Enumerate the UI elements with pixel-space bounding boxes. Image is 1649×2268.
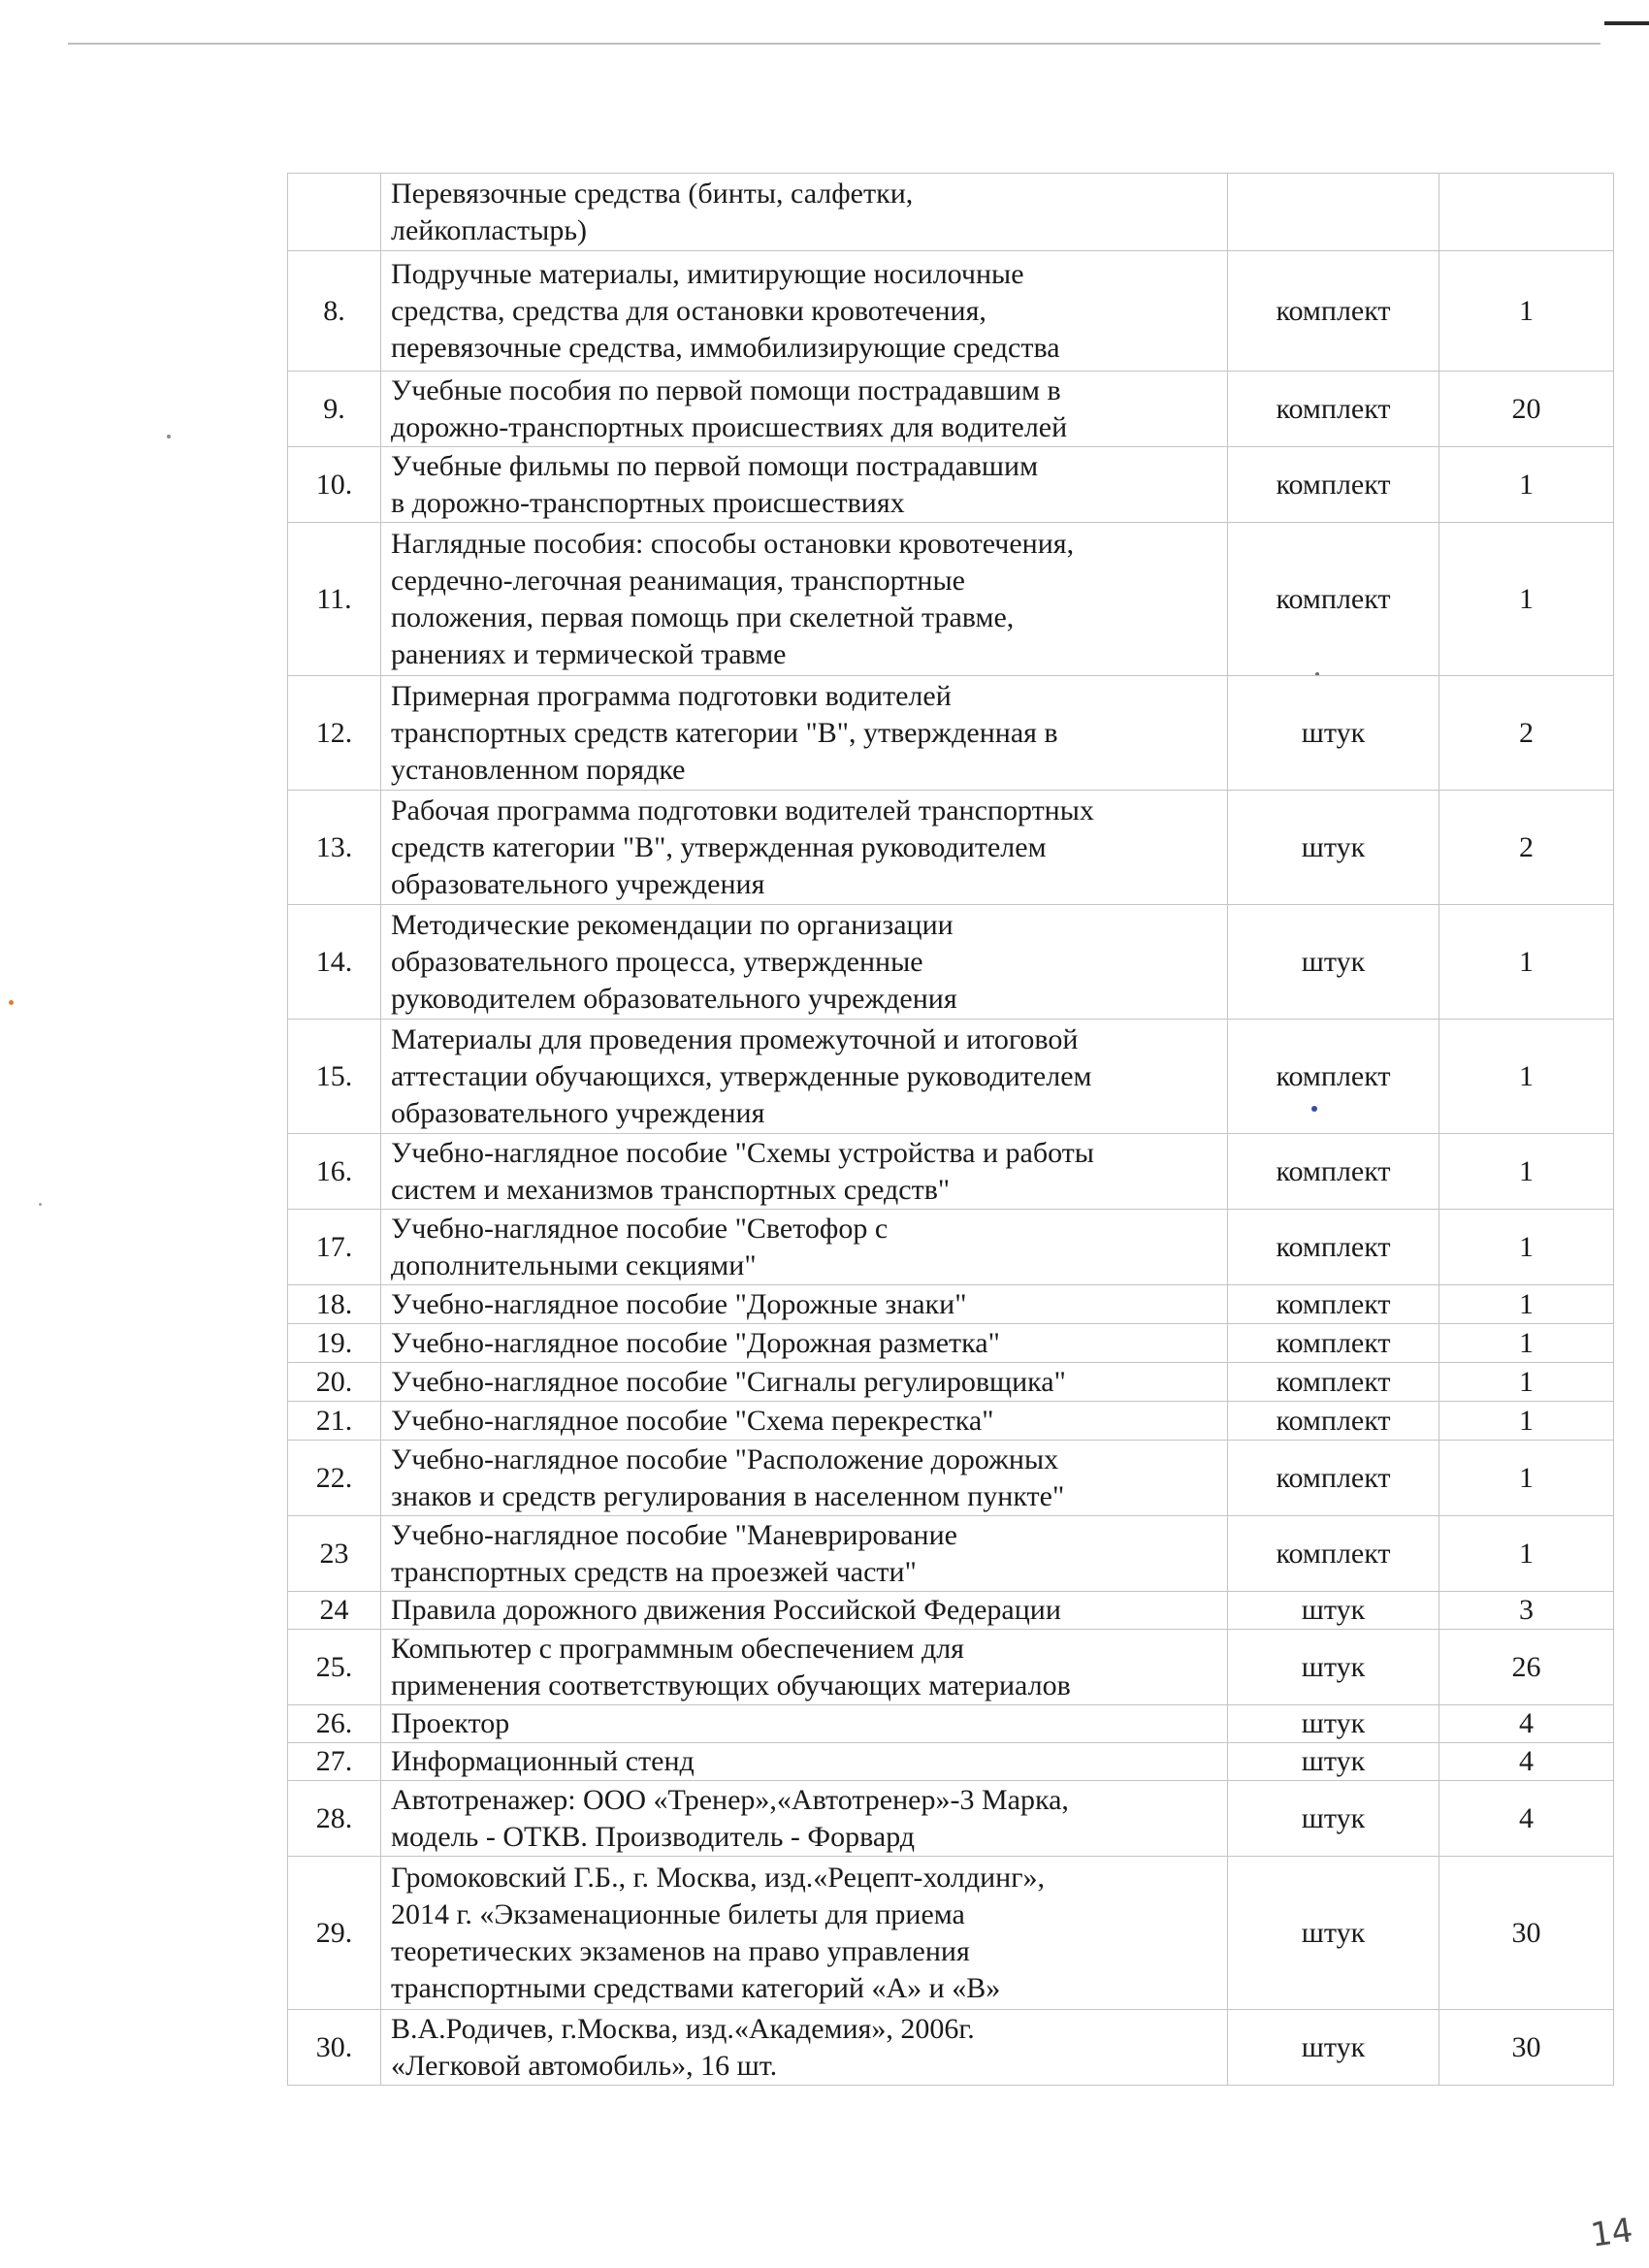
- item-quantity: 1: [1519, 1365, 1534, 1398]
- item-name: Учебно-наглядное пособие "Сигналы регулировщика": [391, 1365, 1066, 1398]
- item-name: Автотренажер: ООО «Тренер»,«Автотренер»-3 Марка, модель - ОТКВ. Производитель - Форвард: [391, 1783, 1069, 1853]
- item-name-cell: [381, 1857, 1228, 2010]
- table-row: [288, 1743, 1614, 1781]
- table-row: [288, 2010, 1614, 2086]
- item-name: Учебно-наглядное пособие "Схема перекрестка": [391, 1404, 994, 1437]
- item-unit-cell: [1228, 1402, 1439, 1441]
- item-unit-cell: [1228, 1134, 1439, 1210]
- item-quantity: 1: [1519, 294, 1534, 327]
- item-name: Учебно-наглядное пособие "Расположение дорожных знаков и средств регулирования в населенном пункте": [391, 1442, 1065, 1512]
- row-number: 21.: [315, 1404, 353, 1437]
- item-quantity-cell: [1439, 1441, 1614, 1516]
- item-name: Рабочая программа подготовки водителей транспортных средств категории "В", утвержденная руководителем образовательного учреждения: [391, 794, 1094, 900]
- item-name-cell: [381, 251, 1228, 372]
- item-unit-cell: [1228, 1285, 1439, 1324]
- row-number-cell: [288, 1592, 381, 1630]
- item-quantity-cell: [1439, 2010, 1614, 2086]
- item-unit-cell: [1228, 905, 1439, 1020]
- row-number: 9.: [323, 392, 345, 425]
- item-quantity-cell: [1439, 1592, 1614, 1630]
- item-unit-cell: [1228, 1705, 1439, 1743]
- item-unit: комплект: [1276, 1404, 1391, 1437]
- item-name-cell: [381, 1592, 1228, 1630]
- scan-dust: [9, 1000, 14, 1005]
- item-unit: штук: [1301, 1801, 1366, 1834]
- item-quantity: 1: [1519, 1326, 1534, 1359]
- item-unit: штук: [1301, 1594, 1366, 1626]
- row-number-cell: [288, 676, 381, 791]
- row-number-cell: [288, 1285, 381, 1324]
- item-unit-cell: [1228, 1743, 1439, 1781]
- item-quantity-cell: [1439, 1020, 1614, 1134]
- item-quantity-cell: [1439, 1630, 1614, 1705]
- row-number: 25.: [315, 1650, 353, 1683]
- item-unit-cell: [1228, 791, 1439, 905]
- scan-corner-mark: [1604, 21, 1649, 25]
- item-unit-cell: [1228, 251, 1439, 372]
- item-unit: штук: [1301, 1916, 1366, 1949]
- item-name: Учебно-наглядное пособие "Светофор с дополнительными секциями": [391, 1212, 889, 1281]
- row-number: 13.: [315, 830, 353, 863]
- item-quantity: 20: [1511, 392, 1541, 425]
- item-name: Информационный стенд: [391, 1745, 695, 1777]
- item-unit-cell: [1228, 1363, 1439, 1402]
- table-row: [288, 1516, 1614, 1592]
- table-row: [288, 447, 1614, 523]
- item-name: Наглядные пособия: способы остановки кровотечения, сердечно-легочная реанимация, транспортные положения, первая помощь при скелетной травме, ранениях и термической травме: [391, 527, 1075, 670]
- row-number: 28.: [315, 1801, 353, 1834]
- item-quantity-cell: [1439, 1781, 1614, 1857]
- row-number-cell: [288, 1441, 381, 1516]
- row-number-cell: [288, 905, 381, 1020]
- row-number-cell: [288, 174, 381, 251]
- item-quantity-cell: [1439, 523, 1614, 676]
- row-number-cell: [288, 791, 381, 905]
- row-number: 30.: [315, 2030, 353, 2063]
- row-number: 27.: [315, 1745, 353, 1777]
- item-quantity-cell: [1439, 1516, 1614, 1592]
- item-name: Методические рекомендации по организации образовательного процесса, утвержденные руководителем образовательного учреждения: [391, 908, 957, 1015]
- table-row: [288, 1630, 1614, 1705]
- item-quantity: 1: [1519, 1154, 1534, 1187]
- row-number-cell: [288, 1210, 381, 1285]
- item-quantity: 1: [1519, 468, 1534, 501]
- item-name-cell: [381, 905, 1228, 1020]
- table-row: [288, 1285, 1614, 1324]
- item-unit: комплект: [1276, 582, 1391, 615]
- row-number: 20.: [315, 1365, 353, 1398]
- item-quantity-cell: [1439, 447, 1614, 523]
- row-number-cell: [288, 1020, 381, 1134]
- row-number: 16.: [315, 1154, 353, 1187]
- item-name: Подручные материалы, имитирующие носилочные средства, средства для остановки кровотечения, перевязочные средства, иммобилизирующие средства: [391, 257, 1060, 364]
- item-unit: комплект: [1276, 1230, 1391, 1263]
- row-number: 29.: [315, 1916, 353, 1949]
- item-quantity-cell: [1439, 251, 1614, 372]
- item-name-cell: [381, 1285, 1228, 1324]
- row-number-cell: [288, 1516, 381, 1592]
- item-name-cell: [381, 1441, 1228, 1516]
- row-number: 19.: [315, 1326, 353, 1359]
- item-name: Перевязочные средства (бинты, салфетки, лейкопластырь): [391, 177, 914, 246]
- item-unit-cell: [1228, 523, 1439, 676]
- item-name: Учебно-наглядное пособие "Дорожная разметка": [391, 1326, 1000, 1359]
- row-number-cell: [288, 372, 381, 447]
- row-number: 22.: [315, 1461, 353, 1494]
- row-number-cell: [288, 447, 381, 523]
- item-name-cell: [381, 1781, 1228, 1857]
- item-quantity-cell: [1439, 1743, 1614, 1781]
- item-quantity-cell: [1439, 1857, 1614, 2010]
- table-row: [288, 523, 1614, 676]
- item-unit-cell: [1228, 1020, 1439, 1134]
- item-quantity-cell: [1439, 1210, 1614, 1285]
- row-number: 23: [319, 1537, 349, 1570]
- row-number-cell: [288, 1781, 381, 1857]
- item-name-cell: [381, 791, 1228, 905]
- item-name: Правила дорожного движения Российской Федерации: [391, 1594, 1061, 1626]
- item-quantity: 1: [1519, 1230, 1534, 1263]
- item-quantity-cell: [1439, 1363, 1614, 1402]
- item-unit: комплект: [1276, 1461, 1391, 1494]
- row-number-cell: [288, 251, 381, 372]
- scan-edge-line: [68, 43, 1600, 45]
- item-unit: штук: [1301, 830, 1366, 863]
- item-quantity-cell: [1439, 676, 1614, 791]
- item-quantity: 1: [1519, 1537, 1534, 1570]
- equipment-table-body: [288, 174, 1614, 2086]
- item-name: Примерная программа подготовки водителей транспортных средств категории "В", утвержденная в установленном порядке: [391, 679, 1058, 786]
- row-number: 8.: [323, 294, 345, 327]
- item-unit-cell: [1228, 1630, 1439, 1705]
- table-row: [288, 1592, 1614, 1630]
- item-unit-cell: [1228, 1210, 1439, 1285]
- item-unit-cell: [1228, 174, 1439, 251]
- item-quantity: 1: [1519, 1059, 1534, 1092]
- item-quantity: 4: [1519, 1745, 1534, 1777]
- item-unit-cell: [1228, 1324, 1439, 1363]
- item-name-cell: [381, 1324, 1228, 1363]
- item-unit: комплект: [1276, 1326, 1391, 1359]
- row-number: 15.: [315, 1059, 353, 1092]
- item-name-cell: [381, 1134, 1228, 1210]
- row-number-cell: [288, 523, 381, 676]
- item-name: Громоковский Г.Б., г. Москва, изд.«Рецепт-холдинг», 2014 г. «Экзаменационные билеты для приема теоретических экзаменов на право управления транспортными средствами категорий «А» и «В»: [391, 1861, 1046, 2004]
- scan-dust: [39, 1203, 42, 1206]
- table-row: [288, 676, 1614, 791]
- scan-dust: [167, 435, 171, 438]
- item-name: Учебно-наглядное пособие "Маневрирование транспортных средств на проезжей части": [391, 1518, 957, 1588]
- item-unit-cell: [1228, 447, 1439, 523]
- item-name: Учебно-наглядное пособие "Дорожные знаки": [391, 1287, 967, 1320]
- item-unit: комплект: [1276, 392, 1391, 425]
- item-unit: штук: [1301, 1745, 1366, 1777]
- item-quantity: 1: [1519, 1404, 1534, 1437]
- item-quantity-cell: [1439, 1402, 1614, 1441]
- item-unit: комплект: [1276, 1059, 1391, 1092]
- item-name-cell: [381, 676, 1228, 791]
- item-name: Компьютер с программным обеспечением для применения соответствующих обучающих материалов: [391, 1632, 1071, 1701]
- item-name: Проектор: [391, 1707, 510, 1739]
- item-quantity: 26: [1511, 1650, 1541, 1683]
- item-quantity-cell: [1439, 791, 1614, 905]
- item-unit-cell: [1228, 372, 1439, 447]
- row-number: 12.: [315, 716, 353, 749]
- item-unit: комплект: [1276, 1287, 1391, 1320]
- item-unit-cell: [1228, 1441, 1439, 1516]
- table-row: [288, 1134, 1614, 1210]
- table-row: [288, 372, 1614, 447]
- item-unit: комплект: [1276, 468, 1391, 501]
- item-name-cell: [381, 372, 1228, 447]
- item-unit: комплект: [1276, 1537, 1391, 1570]
- item-unit: штук: [1301, 945, 1366, 978]
- row-number-cell: [288, 1324, 381, 1363]
- item-unit-cell: [1228, 1857, 1439, 2010]
- row-number-cell: [288, 1857, 381, 2010]
- item-unit: штук: [1301, 716, 1366, 749]
- row-number-cell: [288, 1630, 381, 1705]
- item-name-cell: [381, 1363, 1228, 1402]
- item-name-cell: [381, 523, 1228, 676]
- table-row: [288, 1324, 1614, 1363]
- row-number-cell: [288, 2010, 381, 2086]
- table-row: [288, 1020, 1614, 1134]
- row-number: 10.: [315, 468, 353, 501]
- table-row: [288, 791, 1614, 905]
- item-quantity: 4: [1519, 1707, 1534, 1739]
- item-quantity: 1: [1519, 1461, 1534, 1494]
- table-row: [288, 1441, 1614, 1516]
- table-row: [288, 1705, 1614, 1743]
- item-unit: штук: [1301, 1650, 1366, 1683]
- row-number: 26.: [315, 1707, 353, 1739]
- item-quantity: 30: [1511, 2030, 1541, 2063]
- item-quantity-cell: [1439, 1134, 1614, 1210]
- row-number-cell: [288, 1743, 381, 1781]
- table-row: [288, 905, 1614, 1020]
- table-row: [288, 1857, 1614, 2010]
- item-name: Учебно-наглядное пособие "Схемы устройства и работы систем и механизмов транспортных средств": [391, 1136, 1094, 1206]
- item-quantity-cell: [1439, 1324, 1614, 1363]
- item-name-cell: [381, 1516, 1228, 1592]
- item-name-cell: [381, 1402, 1228, 1441]
- item-name-cell: [381, 1630, 1228, 1705]
- item-name-cell: [381, 2010, 1228, 2086]
- item-unit: комплект: [1276, 294, 1391, 327]
- row-number-cell: [288, 1363, 381, 1402]
- item-quantity: 4: [1519, 1801, 1534, 1834]
- item-name-cell: [381, 1705, 1228, 1743]
- item-name: Учебные пособия по первой помощи пострадавшим в дорожно-транспортных происшествиях для водителей: [391, 373, 1068, 443]
- item-quantity: 1: [1519, 582, 1534, 615]
- item-quantity-cell: [1439, 905, 1614, 1020]
- item-unit: штук: [1301, 2030, 1366, 2063]
- item-quantity-cell: [1439, 1285, 1614, 1324]
- item-quantity-cell: [1439, 372, 1614, 447]
- table-row: [288, 174, 1614, 251]
- page-number: 14: [1588, 2211, 1635, 2255]
- row-number: 14.: [315, 945, 353, 978]
- row-number-cell: [288, 1705, 381, 1743]
- item-unit-cell: [1228, 1516, 1439, 1592]
- table-row: [288, 1210, 1614, 1285]
- item-unit: комплект: [1276, 1365, 1391, 1398]
- row-number: 17.: [315, 1230, 353, 1263]
- row-number-cell: [288, 1402, 381, 1441]
- item-unit-cell: [1228, 1592, 1439, 1630]
- item-quantity: 30: [1511, 1916, 1541, 1949]
- item-name: В.А.Родичев, г.Москва, изд.«Академия», 2006г. «Легковой автомобиль», 16 шт.: [391, 2012, 975, 2082]
- item-quantity: 2: [1519, 716, 1534, 749]
- row-number: 18.: [315, 1287, 353, 1320]
- item-name-cell: [381, 447, 1228, 523]
- item-unit-cell: [1228, 1781, 1439, 1857]
- table-row: [288, 1363, 1614, 1402]
- item-unit-cell: [1228, 676, 1439, 791]
- item-quantity: 1: [1519, 1287, 1534, 1320]
- item-quantity: 2: [1519, 830, 1534, 863]
- item-name: Материалы для проведения промежуточной и итоговой аттестации обучающихся, утвержденные руководителем образовательного учреждения: [391, 1022, 1092, 1129]
- item-unit: комплект: [1276, 1154, 1391, 1187]
- equipment-table: [287, 173, 1614, 2086]
- item-unit: штук: [1301, 1707, 1366, 1739]
- item-name-cell: [381, 1020, 1228, 1134]
- row-number-cell: [288, 1134, 381, 1210]
- table-row: [288, 251, 1614, 372]
- row-number: 24: [319, 1594, 349, 1626]
- item-quantity-cell: [1439, 1705, 1614, 1743]
- item-name: Учебные фильмы по первой помощи пострадавшим в дорожно-транспортных происшествиях: [391, 449, 1039, 519]
- item-quantity: 1: [1519, 945, 1534, 978]
- item-name-cell: [381, 1210, 1228, 1285]
- table-row: [288, 1781, 1614, 1857]
- item-unit-cell: [1228, 2010, 1439, 2086]
- item-quantity: 3: [1519, 1594, 1534, 1626]
- item-name-cell: [381, 174, 1228, 251]
- row-number: 11.: [316, 582, 352, 615]
- item-name-cell: [381, 1743, 1228, 1781]
- table-row: [288, 1402, 1614, 1441]
- item-quantity-cell: [1439, 174, 1614, 251]
